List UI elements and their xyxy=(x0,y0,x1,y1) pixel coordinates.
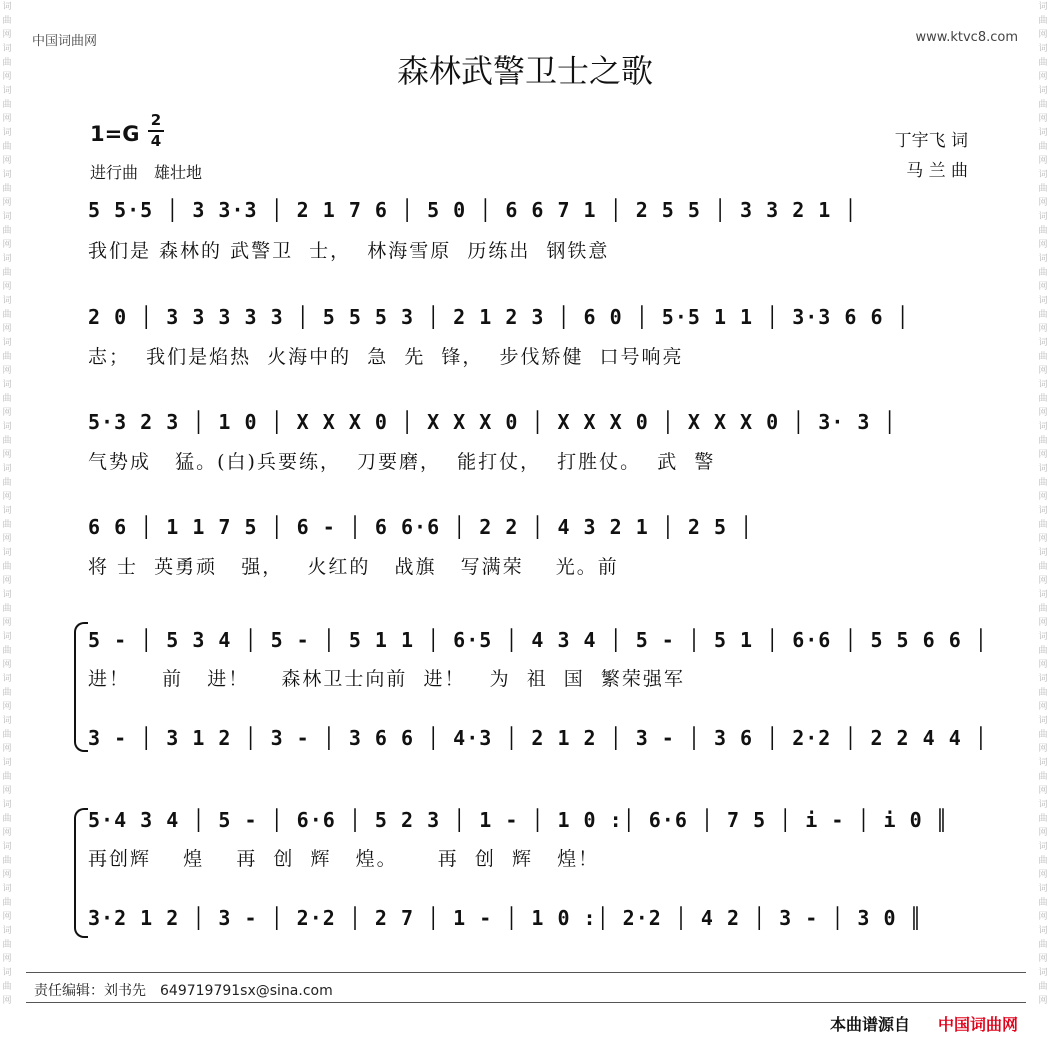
score-line-3-lyrics: 气势成 猛。(白)兵要练， 刀要磨， 能打仗， 打胜仗。 武 警 xyxy=(88,451,716,473)
brand-link[interactable]: 中国词曲网 xyxy=(937,1015,1018,1034)
editor-credit: 责任编辑：刘书先 649719791sx@sina.com xyxy=(34,983,333,999)
score-line-3-notes: 5·3 2 3 │ 1 0 │ X X X 0 │ X X X 0 │ X X X 0 │ X X X 0 │ 3· 3 │ xyxy=(88,410,897,434)
score-line-5-upper-notes: 5 - │ 5 3 4 │ 5 - │ 5 1 1 │ 6·5 │ 4 3 4 │ 5 - │ 5 1 │ 6·6 │ 5 5 6 6 │ xyxy=(88,628,988,652)
composer-credit: 马 兰 曲 xyxy=(906,161,968,181)
system-brace-1 xyxy=(74,622,88,752)
site-url: www.ktvc8.com xyxy=(915,30,1018,45)
score-line-2-notes: 2 0 │ 3 3 3 3 3 │ 5 5 5 3 │ 2 1 2 3 │ 6 0 │ 5·5 1 1 │ 3·3 6 6 │ xyxy=(88,305,910,329)
system-brace-2 xyxy=(74,808,88,938)
score-line-6-lyrics: 再创辉 煌 再 创 辉 煌。 再 创 辉 煌！ xyxy=(88,848,600,870)
time-signature-top: 2 xyxy=(150,111,162,129)
left-watermark-strip: 词曲网词曲网词曲网词曲网词曲网词曲网词曲网词曲网词曲网词曲网词曲网词曲网词曲网词曲网词曲网词曲网词曲网词曲网词曲网词曲网词曲网词曲网词曲网词曲网 xyxy=(2,2,12,1006)
tempo-marking: 进行曲 雄壮地 xyxy=(90,163,203,182)
score-line-6-upper-notes: 5·4 3 4 │ 5 - │ 6·6 │ 5 2 3 │ 1 - │ 1 0 :│ 6·6 │ 7 5 │ i - │ i 0 ║ xyxy=(88,808,949,832)
right-watermark-strip: 词曲网词曲网词曲网词曲网词曲网词曲网词曲网词曲网词曲网词曲网词曲网词曲网词曲网词曲网词曲网词曲网词曲网词曲网词曲网词曲网词曲网词曲网词曲网词曲网 xyxy=(1038,2,1048,1006)
score-line-4-notes: 6 6 │ 1 1 7 5 │ 6 - │ 6 6·6 │ 2 2 │ 4 3 2 1 │ 2 5 │ xyxy=(88,515,754,539)
score-line-1-notes: 5 5·5 │ 3 3·3 │ 2 1 7 6 │ 5 0 │ 6 6 7 1 │ 2 5 5 │ 3 3 2 1 │ xyxy=(88,198,858,222)
lyricist-credit: 丁宇飞 词 xyxy=(894,131,968,151)
score-line-6-lower-notes: 3·2 1 2 │ 3 - │ 2·2 │ 2 7 │ 1 - │ 1 0 :│ 2·2 │ 4 2 │ 3 - │ 3 0 ║ xyxy=(88,906,923,930)
footer-divider xyxy=(26,972,1026,973)
source-label: 本曲谱源自 xyxy=(829,1015,910,1034)
song-title: 森林武警卫士之歌 xyxy=(396,52,653,90)
score-line-1-lyrics: 我们是 森林的 武警卫 士， 林海雪原 历练出 钢铁意 xyxy=(88,240,610,262)
time-signature-bottom: 4 xyxy=(150,132,162,150)
footer-divider-2 xyxy=(26,1002,1026,1003)
key-signature: 1=G xyxy=(90,122,140,146)
score-line-2-lyrics: 志； 我们是焰热 火海中的 急 先 锋， 步伐矫健 口号响亮 xyxy=(88,346,684,368)
score-line-4-lyrics: 将 士 英勇顽 强， 火红的 战旗 写满荣 光。前 xyxy=(88,556,619,578)
score-line-5-lyrics: 进！ 前 进！ 森林卫士向前 进！ 为 祖 国 繁荣强军 xyxy=(88,668,685,690)
score-line-5-lower-notes: 3 - │ 3 1 2 │ 3 - │ 3 6 6 │ 4·3 │ 2 1 2 │ 3 - │ 3 6 │ 2·2 │ 2 2 4 4 │ xyxy=(88,726,988,750)
time-signature xyxy=(148,112,164,150)
site-name-left: 中国词曲网 xyxy=(32,34,98,49)
